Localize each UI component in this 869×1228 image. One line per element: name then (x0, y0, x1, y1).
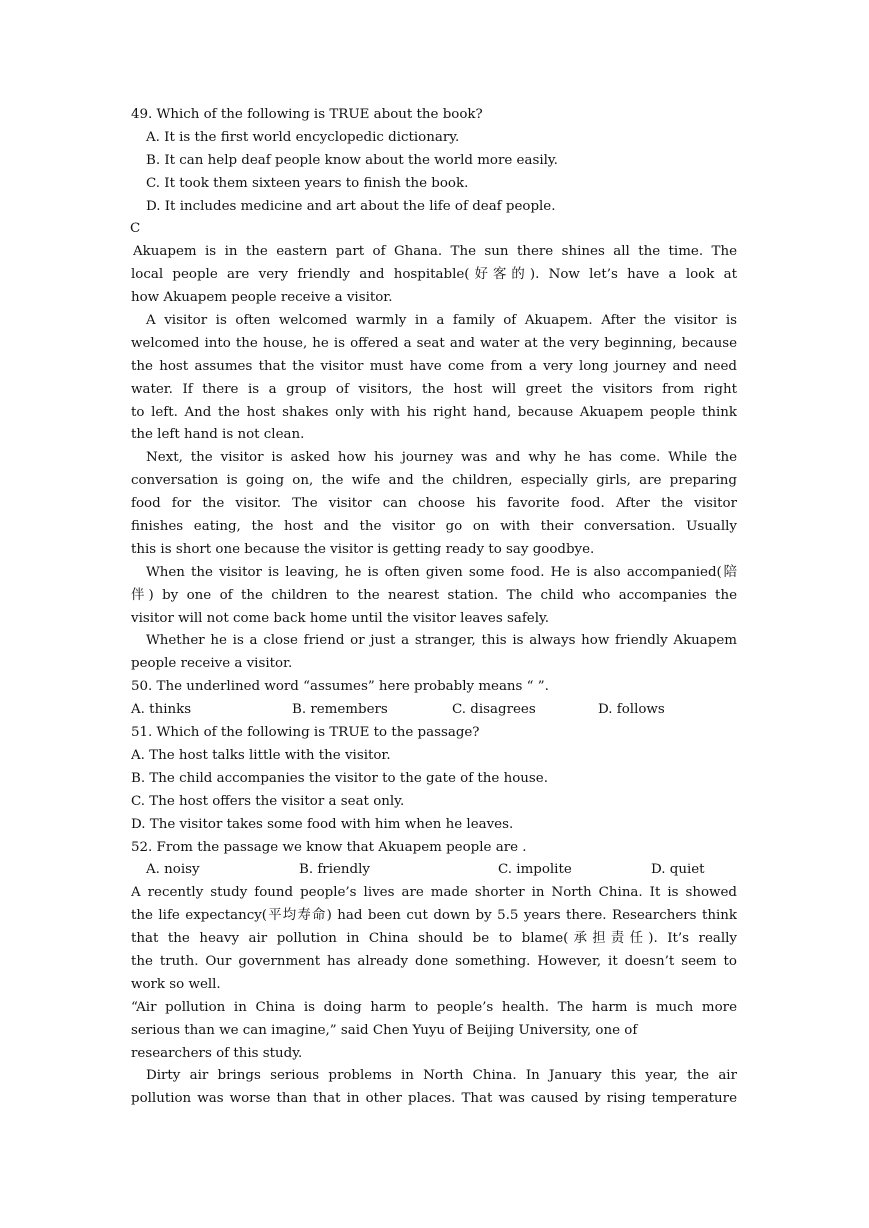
passage-c-paragraph-2 (131, 310, 737, 447)
text-line: pollution was worse than that in other places. That was caused by rising temperature (131, 1091, 737, 1107)
q50-option-d: D. follows (598, 702, 665, 718)
q50-question: 50. The underlined word “assumes” here probably means “ ”. (131, 679, 549, 695)
text-line: finishes eating, the host and the visitor go on with their conversation. Usually (131, 519, 737, 535)
text-line: food for the visitor. The visitor can choose his favorite food. After the visitor (131, 496, 737, 512)
passage-d-paragraph-1 (131, 882, 737, 996)
q52-option-d: D. quiet (651, 862, 705, 878)
text-line: 伴) by one of the children to the nearest station. The child who accompanies the (131, 587, 737, 603)
q49-option-b: B. It can help deaf people know about the world more easily. (146, 152, 558, 168)
text-line: When the visitor is leaving, he is often given some food. He is also accompanied(陪 (146, 564, 737, 580)
text-line: that the heavy air pollution in China should be to blame(承担责任). It’s really (131, 931, 737, 947)
q49-option-d: D. It includes medicine and art about the life of deaf people. (146, 198, 556, 214)
q49-question: 49. Which of the following is TRUE about the book? (131, 107, 483, 122)
passage-c-paragraph-1 (131, 241, 737, 310)
passage-d-paragraph-2 (131, 997, 737, 1066)
text-line: this is short one because the visitor is getting ready to say goodbye. (131, 541, 595, 557)
text-line: Dirty air brings serious problems in North China. In January this year, the air (146, 1068, 737, 1084)
text-line: Akuapem is in the eastern part of Ghana. The sun there shines all the time. The (133, 244, 737, 260)
text-line: “Air pollution in China is doing harm to people’s health. The harm is much more (131, 999, 737, 1015)
q50-option-a: A. thinks (131, 702, 192, 718)
text-line: Whether he is a close friend or just a stranger, this is always how friendly Akuapem (146, 633, 737, 649)
section-c-label: C (130, 221, 141, 237)
text-line: water. If there is a group of visitors, the host will greet the visitors from right (131, 381, 737, 397)
q50-options (131, 699, 737, 722)
text-line: the left hand is not clean. (131, 427, 305, 443)
q52-question: 52. From the passage we know that Akuapem people are . (131, 839, 527, 855)
q52-option-b: B. friendly (299, 862, 370, 878)
text-line: researchers of this study. (131, 1045, 303, 1061)
q51-option-c: C. The host offers the visitor a seat only. (131, 793, 405, 809)
text-line: local people are very friendly and hospitable(好客的). Now let’s have a look at (131, 267, 737, 283)
q50-option-c: C. disagrees (452, 702, 536, 718)
text-line: visitor will not come back home until the visitor leaves safely. (131, 610, 550, 626)
text-line: how Akuapem people receive a visitor. (131, 290, 393, 306)
text-line: work so well. (131, 976, 221, 992)
passage-c-paragraph-4 (131, 562, 737, 631)
text-line: A visitor is often welcomed warmly in a family of Akuapem. After the visitor is (146, 313, 737, 329)
text-line: welcomed into the house, he is offered a seat and water at the very beginning, because (131, 335, 737, 351)
text-line: A recently study found people’s lives are made shorter in North China. It is showed (131, 885, 737, 901)
q52-option-c: C. impolite (498, 862, 572, 878)
text-line: Next, the visitor is asked how his journey was and why he has come. While the (146, 450, 737, 466)
text-line: the host assumes that the visitor must have come from a very long journey and need (131, 358, 737, 374)
q52-option-a: A. noisy (146, 862, 200, 878)
q49-option-c: C. It took them sixteen years to finish the book. (146, 175, 469, 191)
q51-option-a: A. The host talks little with the visitor. (131, 747, 391, 763)
text-line: the life expectancy(平均寿命) had been cut down by 5.5 years there. Researchers think (131, 908, 737, 924)
q49-option-a: A. It is the first world encyclopedic dictionary. (146, 129, 460, 145)
passage-c-paragraph-5 (131, 630, 737, 676)
text-line: serious than we can imagine,” said Chen Yuyu of Beijing University, one of (131, 1022, 638, 1038)
q51-option-b: B. The child accompanies the visitor to the gate of the house. (131, 770, 548, 786)
q50-option-b: B. remembers (292, 702, 388, 718)
text-line: the truth. Our government has already done something. However, it doesn’t seem to (131, 953, 737, 969)
passage-c-paragraph-3 (131, 447, 737, 561)
text-line: to left. And the host shakes only with his right hand, because Akuapem people think (131, 404, 737, 420)
document-page (131, 104, 737, 1111)
text-line: conversation is going on, the wife and the children, especially girls, are preparing (131, 473, 737, 489)
passage-d-paragraph-3 (131, 1065, 737, 1111)
text-line: people receive a visitor. (131, 656, 293, 672)
q51-question: 51. Which of the following is TRUE to the passage? (131, 725, 480, 741)
q51-option-d: D. The visitor takes some food with him when he leaves. (131, 816, 514, 832)
q52-options (131, 859, 737, 882)
